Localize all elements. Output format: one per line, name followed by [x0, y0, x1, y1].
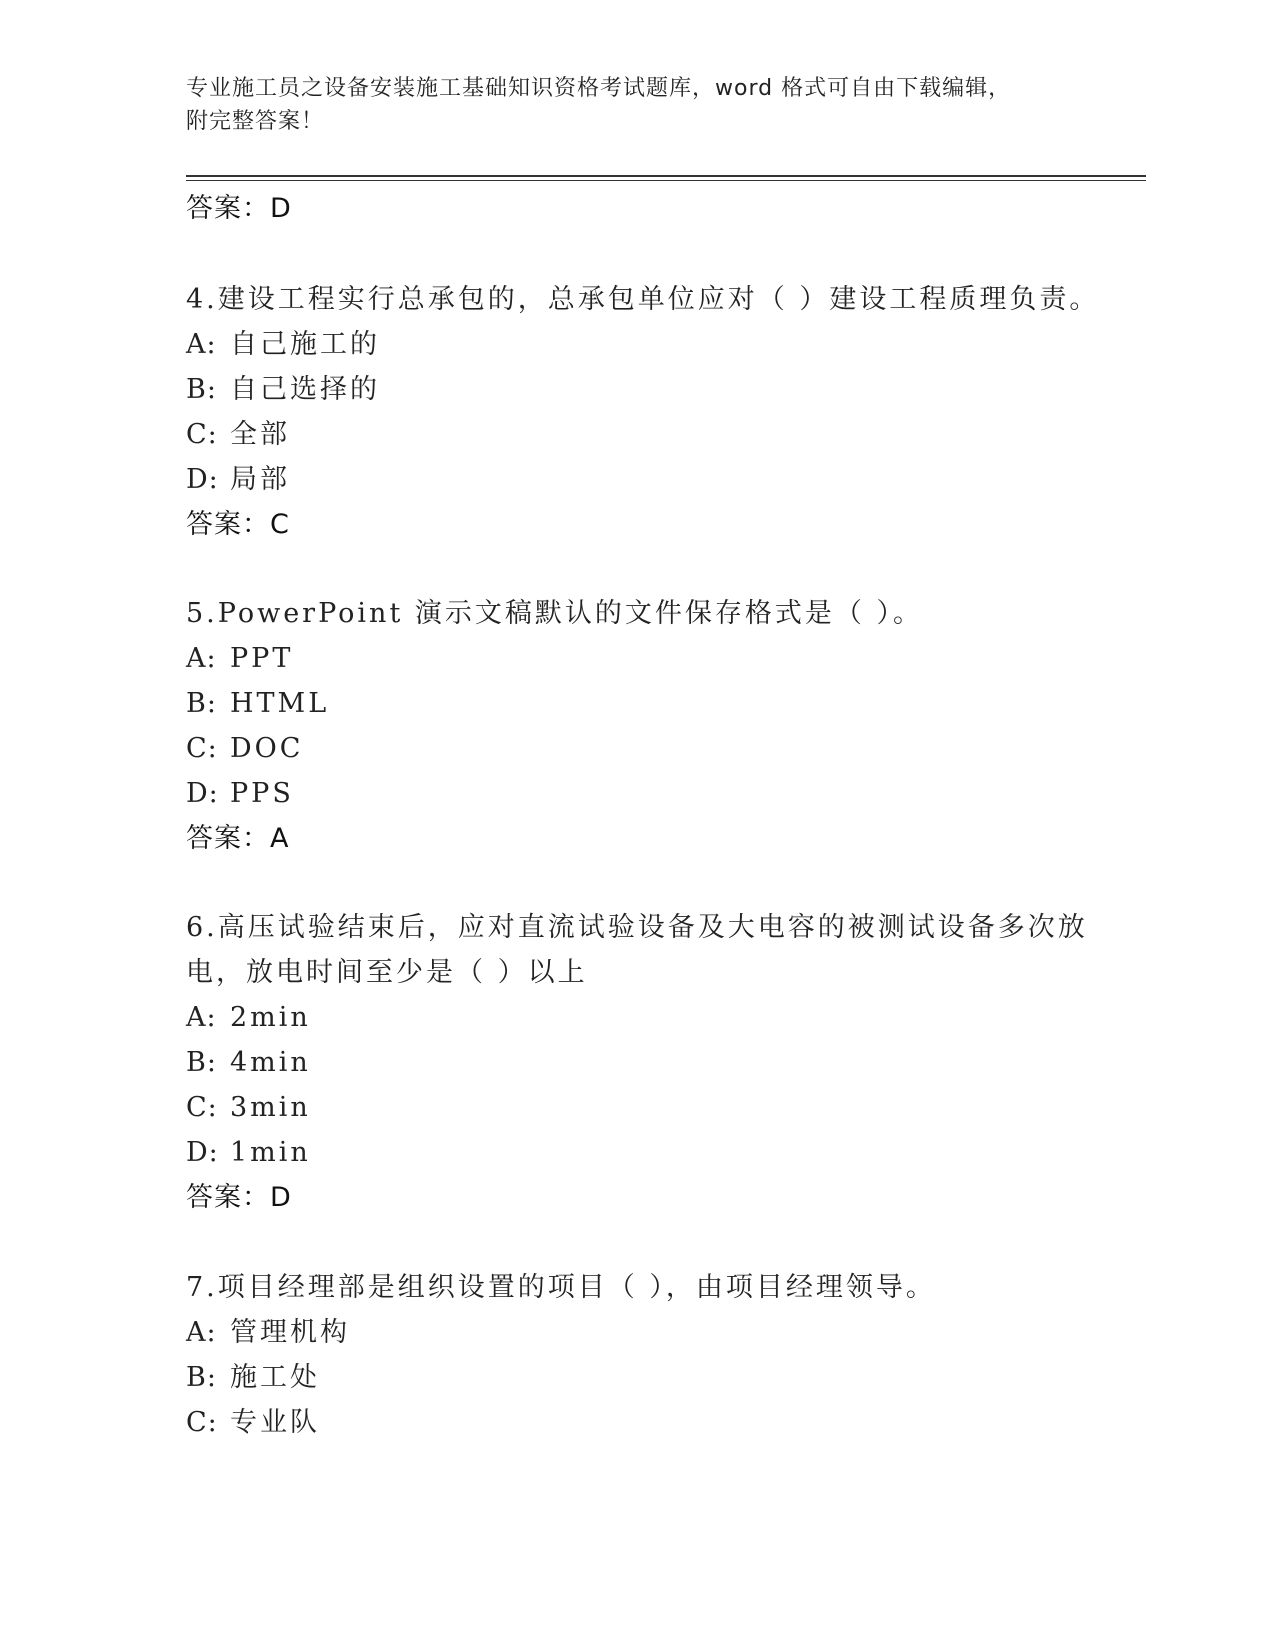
- option-label: C:: [186, 1092, 218, 1123]
- option-label: D:: [186, 464, 219, 495]
- option-a: [186, 322, 1086, 367]
- option-label: A:: [186, 329, 217, 360]
- option-text: 4min: [230, 1047, 311, 1078]
- option-text: DOC: [230, 733, 304, 764]
- option-text: 2min: [230, 1002, 311, 1033]
- option-text: HTML: [230, 688, 330, 719]
- question-text-line-1: 6.高压试验结束后，应对直流试验设备及大电容的被测试设备多次放: [186, 912, 1088, 943]
- question-block-6: [186, 905, 1086, 1220]
- document-header: [186, 72, 1066, 138]
- option-text: 3min: [230, 1092, 311, 1123]
- option-d: [186, 457, 1086, 502]
- option-text: PPS: [230, 778, 294, 809]
- question-text-line-2: 电，放电时间至少是（ ）以上: [186, 957, 588, 988]
- option-label: D:: [186, 1137, 219, 1168]
- option-c: [186, 1400, 1086, 1445]
- header-line-1: 专业施工员之设备安装施工基础知识资格考试题库，word 格式可自由下载编辑，: [186, 76, 1012, 101]
- option-text: 局部: [230, 464, 290, 495]
- question-text: 4.建设工程实行总承包的，总承包单位应对（ ）建设工程质理负责。: [186, 284, 1100, 315]
- option-label: B:: [186, 374, 217, 405]
- option-c: [186, 1085, 1086, 1130]
- option-c: [186, 726, 1086, 771]
- option-label: C:: [186, 733, 218, 764]
- header-divider-thick: [186, 175, 1146, 177]
- option-a: [186, 636, 1086, 681]
- answer-label: 答案：C: [186, 509, 290, 540]
- option-text: PPT: [230, 643, 294, 674]
- answer-block-3: [186, 186, 1086, 231]
- question-block-4: [186, 277, 1100, 547]
- option-b: [186, 681, 1086, 726]
- option-d: [186, 771, 1086, 816]
- option-a: [186, 995, 1086, 1040]
- answer-label: 答案：A: [186, 823, 290, 854]
- header-divider-thin: [186, 180, 1146, 181]
- option-label: B:: [186, 1362, 217, 1393]
- option-label: A:: [186, 1317, 217, 1348]
- option-text: 自己施工的: [230, 329, 380, 360]
- option-label: C:: [186, 1407, 218, 1438]
- option-text: 自己选择的: [230, 374, 380, 405]
- question-block-5: [186, 591, 1086, 861]
- header-line-2: 附完整答案！: [186, 109, 325, 134]
- answer-label: 答案：D: [186, 193, 292, 224]
- question-text: 5.PowerPoint 演示文稿默认的文件保存格式是（ ）。: [186, 598, 923, 629]
- option-b: [186, 1040, 1086, 1085]
- option-c: [186, 412, 1086, 457]
- option-b: [186, 367, 1086, 412]
- option-label: A:: [186, 1002, 217, 1033]
- option-text: 专业队: [230, 1407, 320, 1438]
- question-text: 7.项目经理部是组织设置的项目（ ），由项目经理领导。: [186, 1272, 936, 1303]
- option-label: D:: [186, 778, 219, 809]
- option-label: B:: [186, 1047, 217, 1078]
- answer-label: 答案：D: [186, 1182, 292, 1213]
- option-label: C:: [186, 419, 218, 450]
- option-a: [186, 1310, 1086, 1355]
- option-text: 全部: [230, 419, 290, 450]
- option-d: [186, 1130, 1086, 1175]
- option-text: 1min: [230, 1137, 311, 1168]
- option-text: 施工处: [230, 1362, 320, 1393]
- option-text: 管理机构: [230, 1317, 350, 1348]
- option-label: B:: [186, 688, 217, 719]
- option-label: A:: [186, 643, 217, 674]
- option-b: [186, 1355, 1086, 1400]
- question-block-7: [186, 1265, 1086, 1445]
